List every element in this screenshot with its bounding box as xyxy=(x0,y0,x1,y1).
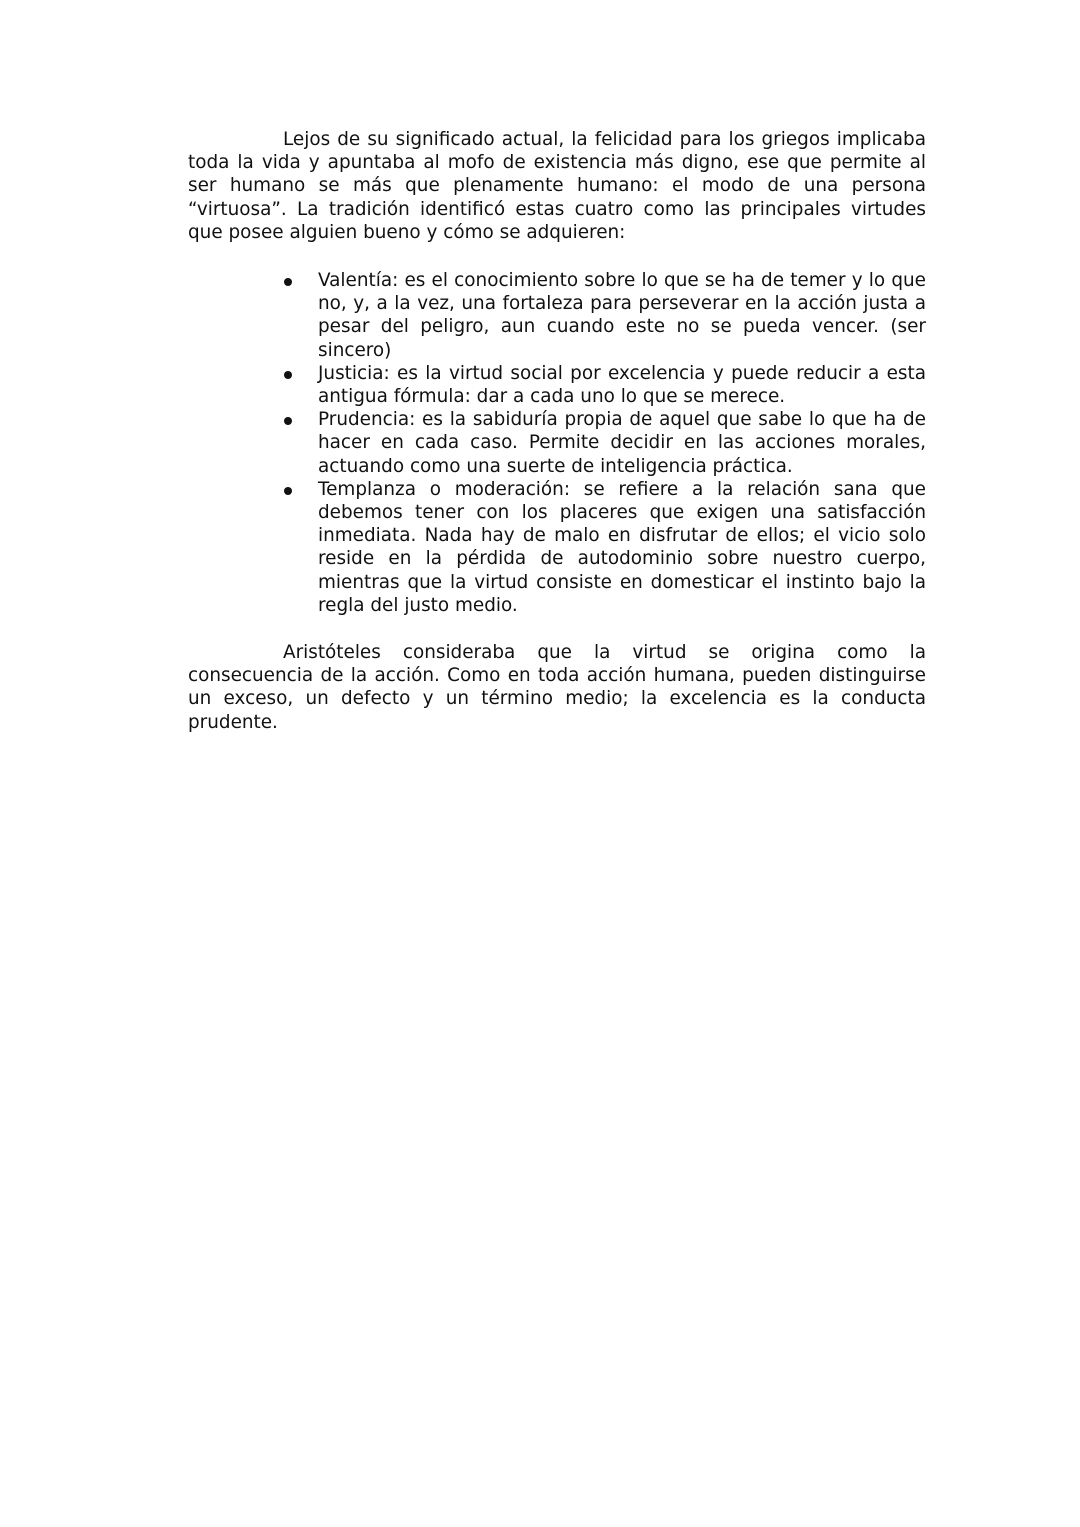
list-item-justicia xyxy=(318,362,926,408)
document-body xyxy=(188,128,926,734)
list-item-text: Templanza o moderación: se refiere a la relación sana que debemos tener con los placeres que exigen una satisfacción inmediata. Nada hay de malo en disfrutar de ellos; el vicio solo reside en la pérdida de autodominio sobre nuestro cuerpo, mientras que la virtud consiste en domesticar el instinto bajo la regla del justo medio. xyxy=(318,478,926,616)
list-item-text: Justicia: es la virtud social por excelencia y puede reducir a esta antigua fórmula: dar a cada uno lo que se merece. xyxy=(318,362,926,408)
bullet-icon xyxy=(284,278,292,286)
list-item-templanza xyxy=(318,478,926,617)
bullet-icon xyxy=(284,487,292,495)
list-item-valentia xyxy=(318,269,926,362)
list-item-prudencia xyxy=(318,408,926,478)
closing-paragraph: Aristóteles consideraba que la virtud se origina como la consecuencia de la acción. Como en toda acción humana, pueden distinguirse un exceso, un defecto y un término medio; la excelencia es la conducta prudente. xyxy=(188,642,926,733)
list-item-text: Prudencia: es la sabiduría propia de aquel que sabe lo que ha de hacer en cada caso. Permite decidir en las acciones morales, actuando como una suerte de inteligencia práctica. xyxy=(318,409,926,477)
bullet-icon xyxy=(284,371,292,379)
intro-paragraph: Lejos de su significado actual, la felicidad para los griegos implicaba toda la vida y apuntaba al mofo de existencia más digno, ese que permite al ser humano se más que plenamente humano: el modo de una persona “virtuosa”. La tradición identificó estas cuatro como las principales virtudes que posee alguien bueno y cómo se adquieren: xyxy=(188,129,926,243)
bullet-icon xyxy=(284,417,292,425)
list-item-text: Valentía: es el conocimiento sobre lo que se ha de temer y lo que no, y, a la vez, una fortaleza para perseverar en la acción justa a pesar del peligro, aun cuando este no se pueda vencer. (ser sincero) xyxy=(318,270,926,361)
virtues-list xyxy=(188,269,926,617)
